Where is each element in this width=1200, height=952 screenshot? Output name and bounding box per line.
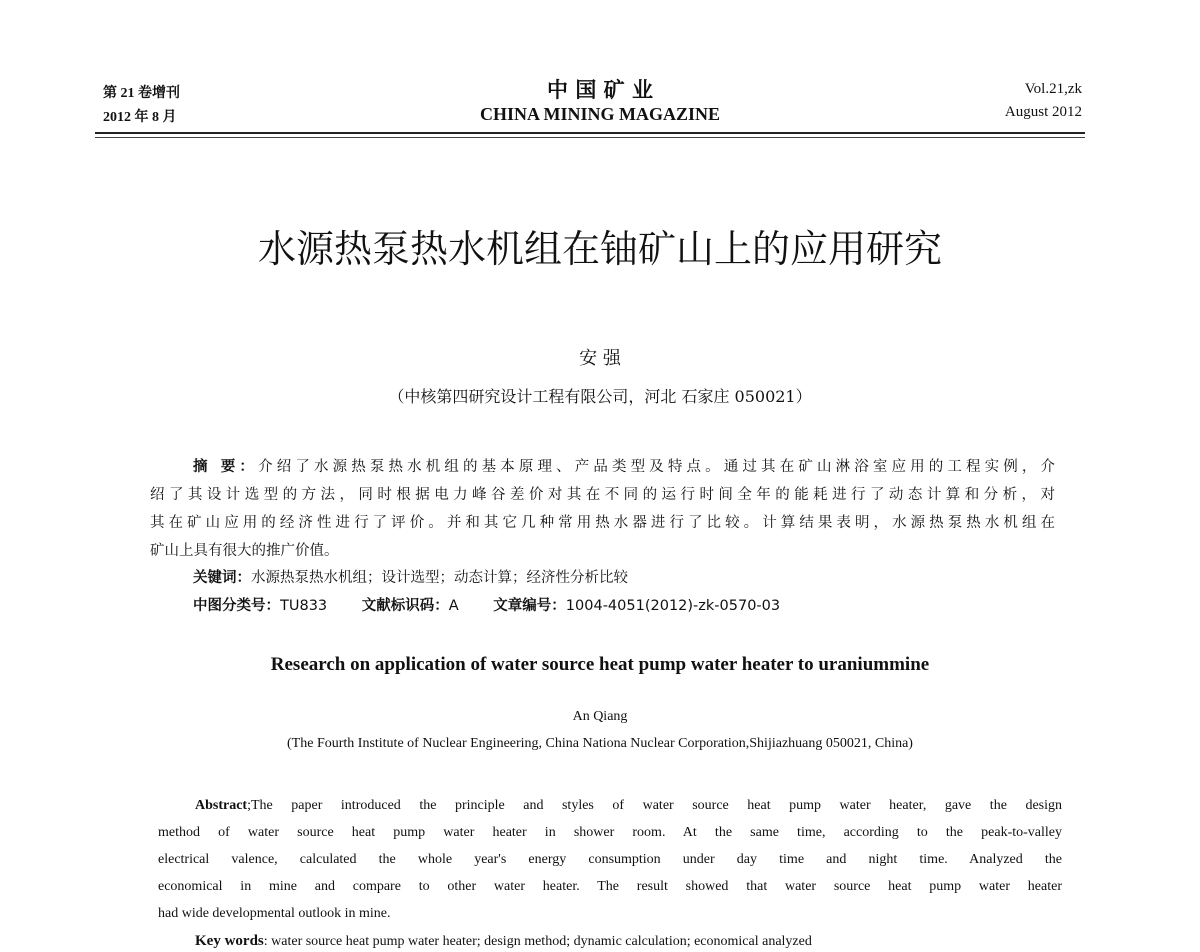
abstract-cn-line: 矿山上具有很大的推广价值。 bbox=[150, 543, 339, 559]
journal-name-en: CHINA MINING MAGAZINE bbox=[479, 104, 720, 124]
journal-name-cn: 中 国 矿 业 bbox=[547, 78, 653, 102]
paper-title-cn: 水源热泵热水机组在铀矿山上的应用研究 bbox=[257, 227, 942, 271]
author-cn: 安 强 bbox=[579, 348, 621, 369]
header-rule bbox=[95, 132, 1085, 134]
date-en: August 2012 bbox=[1004, 104, 1082, 120]
abstract-en-line: had wide developmental outlook in mine. bbox=[158, 906, 391, 921]
abstract-cn-line: 介绍了水源热泵热水机组的基本原理、产品类型及特点。通过其在矿山淋浴室应用的工程实例，介 bbox=[258, 459, 1055, 475]
abstract-en-line: economical in mine and compare to other water heater. The result showed that water source heat pump water heater bbox=[158, 879, 1062, 894]
affiliation-cn: （中核第四研究设计工程有限公司，河北 石家庄 050021） bbox=[388, 387, 812, 406]
volume-cn: 第 21 卷增刊 bbox=[103, 86, 180, 101]
abstract-cn-line: 其在矿山应用的经济性进行了评价。并和其它几种常用热水器进行了比较。计算结果表明，水源热泵热水机组在 bbox=[150, 515, 1055, 531]
abstract-cn-label: 摘 要： bbox=[193, 459, 259, 475]
keywords-en: Key words: water source heat pump water heater; design method; dynamic calculation; economical analyzed bbox=[195, 933, 812, 949]
abstract-en-label: Abstract bbox=[195, 798, 248, 813]
classification-cn: 中图分类号：TU833 文献标识码：A 文章编号：1004-4051(2012)-zk-0570-03 bbox=[193, 598, 781, 614]
header-rule-thin bbox=[95, 137, 1085, 138]
abstract-en-line: ;The paper introduced the principle and styles of water source heat pump water heater, gave the design bbox=[247, 798, 1062, 813]
volume-en: Vol.21,zk bbox=[1024, 81, 1082, 97]
keywords-cn: 关键词：水源热泵热水机组；设计选型；动态计算；经济性分析比较 bbox=[193, 570, 628, 586]
author-en: An Qiang bbox=[572, 709, 628, 724]
affiliation-en: (The Fourth Institute of Nuclear Engineering, China Nationa Nuclear Corporation,Shijiazhuang 050021, China) bbox=[287, 736, 913, 751]
paper-title-en: Research on application of water source heat pump water heater to uraniummine bbox=[270, 654, 930, 675]
abstract-en-line: electrical valence, calculated the whole year's energy consumption under day time and night time. Analyzed the bbox=[158, 852, 1062, 867]
abstract-cn-line: 绍了其设计选型的方法，同时根据电力峰谷差价对其在不同的运行时间全年的能耗进行了动态计算和分析，对 bbox=[150, 487, 1055, 503]
date-cn: 2012 年 8 月 bbox=[103, 110, 177, 125]
abstract-en-line: method of water source heat pump water heater in shower room. At the same time, according to the peak-to-valley bbox=[158, 825, 1062, 840]
